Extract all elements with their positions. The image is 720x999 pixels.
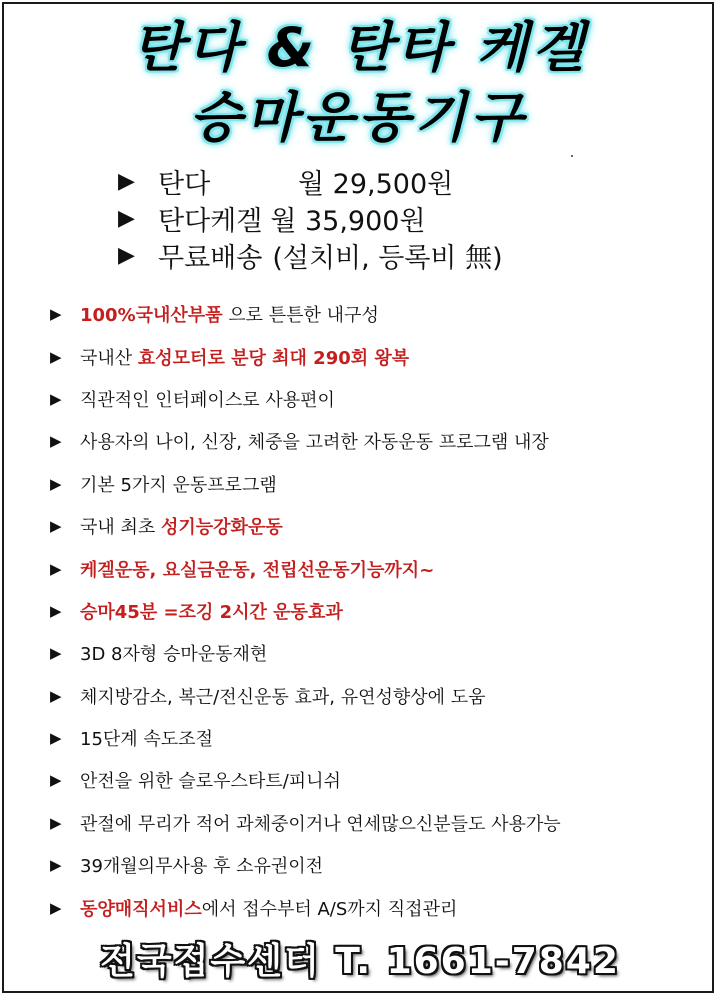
feature-highlight: 성기능강화운동: [161, 517, 283, 539]
triangle-bullet-icon: ▶: [50, 771, 62, 790]
feature-text: 국내산: [80, 347, 138, 369]
feature-list: [50, 293, 710, 929]
triangle-bullet-icon: ▶: [50, 432, 62, 451]
feature-item: [50, 293, 710, 335]
feature-text: 체지방감소, 복근/전신운동 효과, 유연성향상에 도움: [80, 686, 486, 708]
feature-text: 39개월의무사용 후 소유권이전: [80, 856, 324, 878]
feature-item: [50, 844, 710, 886]
triangle-bullet-icon: ▶: [50, 347, 62, 366]
price-list: [118, 163, 503, 274]
feature-highlight: 100%국내산부품: [80, 305, 223, 327]
price-value: (설치비, 등록비 無): [272, 243, 503, 274]
feature-text: 사용자의 나이, 신장, 체중을 고려한 자동운동 프로그램 내장: [80, 432, 549, 454]
price-name: 탄다케겔: [158, 206, 263, 237]
feature-item: [50, 675, 710, 717]
feature-item: [50, 802, 710, 844]
feature-item: [50, 759, 710, 801]
triangle-bullet-icon: ▶: [118, 169, 135, 194]
feature-item: [50, 886, 710, 928]
feature-item: [50, 335, 710, 377]
price-row-free-shipping: [118, 237, 503, 274]
triangle-bullet-icon: ▶: [118, 243, 135, 268]
feature-text: 안전을 위한 슬로우스타트/피니쉬: [80, 771, 341, 793]
triangle-bullet-icon: ▶: [50, 559, 62, 578]
feature-text: 관절에 무리가 적어 과체중이거나 연세많으신분들도 사용가능: [80, 813, 561, 835]
price-row-tanda-kegel: [118, 200, 503, 237]
feature-text: 으로 튼튼한 내구성: [222, 305, 379, 327]
price-name: 탄다: [158, 169, 211, 200]
triangle-bullet-icon: ▶: [50, 813, 62, 832]
triangle-bullet-icon: ▶: [118, 206, 135, 231]
feature-highlight: 승마45분 =조깅 2시간 운동효과: [80, 601, 343, 623]
feature-item: [50, 505, 710, 547]
feature-text: 기본 5가지 운동프로그램: [80, 474, 277, 496]
feature-item: [50, 717, 710, 759]
feature-text: 3D 8자형 승마운동재현: [80, 644, 268, 666]
feature-item: [50, 378, 710, 420]
feature-highlight: 케겔운동, 요실금운동, 전립선운동기능까지~: [80, 559, 435, 581]
price-value: 월 35,900원: [270, 206, 426, 237]
triangle-bullet-icon: ▶: [50, 305, 62, 324]
feature-item: [50, 547, 710, 589]
feature-text: 에서 접수부터 A/S까지 직접관리: [201, 898, 458, 920]
feature-text: 15단계 속도조절: [80, 729, 213, 751]
triangle-bullet-icon: ▶: [50, 389, 62, 408]
feature-item: [50, 420, 710, 462]
contact-phone-footer: 전국접수센터 T. 1661-7842: [100, 941, 620, 982]
feature-item: [50, 463, 710, 505]
triangle-bullet-icon: ▶: [50, 644, 62, 663]
price-row-tanda: [118, 163, 503, 200]
stray-dot: [571, 155, 573, 157]
feature-text: 국내 최초: [80, 517, 161, 539]
feature-item: [50, 590, 710, 632]
feature-highlight: 효성모터로 분당 최대 290회 왕복: [137, 347, 410, 369]
triangle-bullet-icon: ▶: [50, 601, 62, 620]
triangle-bullet-icon: ▶: [50, 729, 62, 748]
triangle-bullet-icon: ▶: [50, 856, 62, 875]
headline-subtitle: 승마운동기구: [189, 86, 527, 149]
feature-text: 직관적인 인터페이스로 사용편이: [80, 389, 335, 411]
price-name: 무료배송: [158, 243, 263, 274]
feature-highlight: 동양매직서비스: [80, 898, 202, 920]
triangle-bullet-icon: ▶: [50, 517, 62, 536]
headline-title: 탄다 & 탄타 케겔: [131, 16, 589, 79]
feature-item: [50, 632, 710, 674]
triangle-bullet-icon: ▶: [50, 898, 62, 917]
triangle-bullet-icon: ▶: [50, 686, 62, 705]
price-value: 월 29,500원: [298, 169, 454, 200]
triangle-bullet-icon: ▶: [50, 474, 62, 493]
